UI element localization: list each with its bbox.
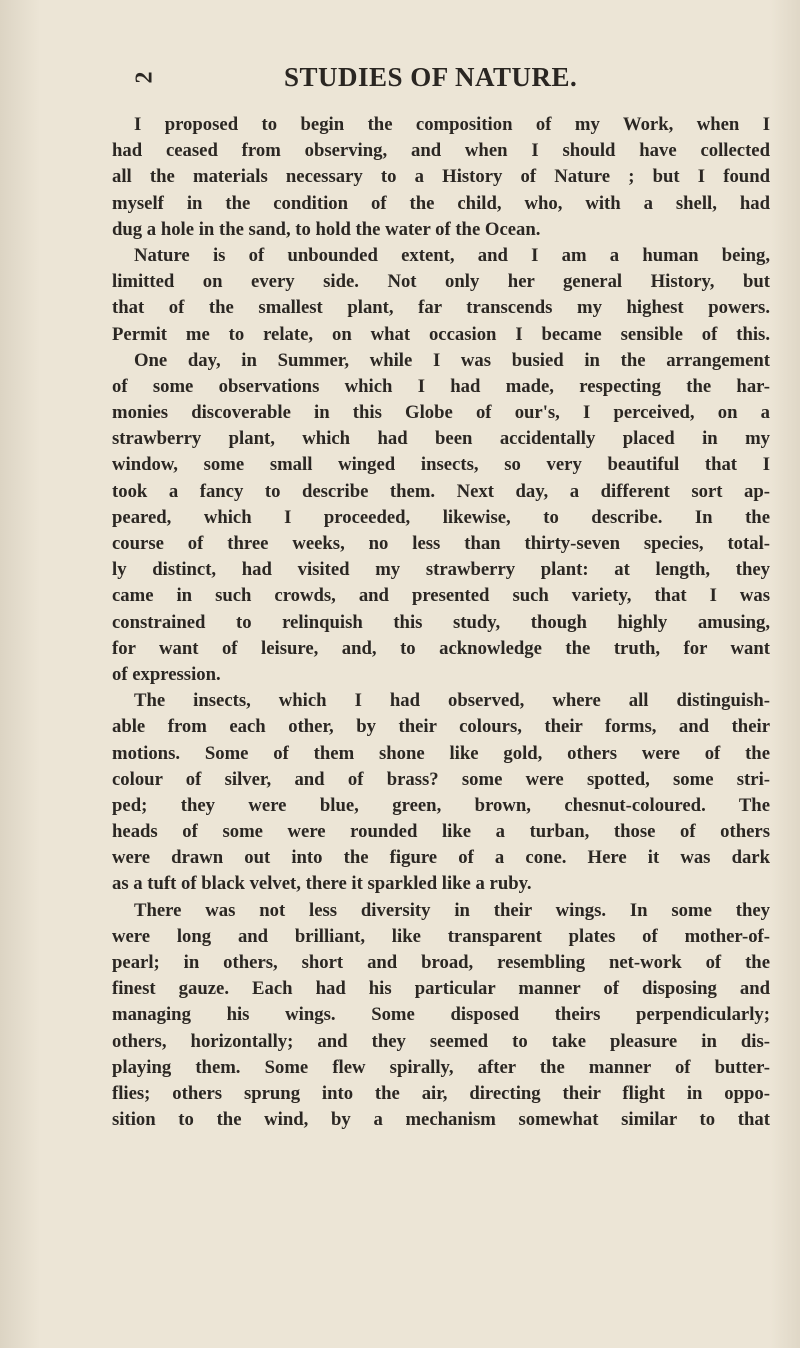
text-line: came in such crowds, and presented such variety, that I was	[112, 585, 770, 607]
text-line: course of three weeks, no less than thirty-seven species, total-	[112, 533, 770, 554]
text-line: ly distinct, had visited my strawberry plant: at length, they	[112, 559, 770, 581]
text-line: managing his wings. Some disposed theirs perpendicularly;	[112, 1004, 770, 1026]
text-line: limitted on every side. Not only her general History, but	[112, 271, 770, 293]
text-line: sition to the wind, by a mechanism somewhat similar to that	[112, 1109, 770, 1131]
paragraph	[112, 688, 770, 898]
text-line: others, horizontally; and they seemed to take pleasure in dis-	[112, 1030, 770, 1052]
text-line: There was not less diversity in their wings. In some they	[134, 899, 770, 921]
text-line: heads of some were rounded like a turban, those of others	[112, 821, 770, 843]
text-line: constrained to relinquish this study, though highly amusing,	[112, 611, 770, 633]
text-line: monies discoverable in this Globe of our's, I perceived, on a	[112, 402, 770, 424]
text-line: myself in the condition of the child, who, with a shell, had	[112, 192, 770, 214]
text-line: Permit me to relate, on what occasion I became sensible of this.	[112, 323, 770, 345]
text-line: Nature is of unbounded extent, and I am a human being,	[134, 244, 770, 266]
text-line: for want of leisure, and, to acknowledge the truth, for want	[112, 637, 770, 659]
text-line: peared, which I proceeded, likewise, to describe. In the	[112, 506, 770, 528]
paragraph	[112, 898, 770, 1134]
text-line: dug a hole in the sand, to hold the water of the Ocean.	[112, 218, 541, 240]
text-line: strawberry plant, which had been accidentally placed in my	[112, 428, 770, 450]
running-head: STUDIES OF NATURE.	[284, 62, 578, 92]
text-line: motions. Some of them shone like gold, others were of the	[112, 742, 770, 764]
body-text	[112, 112, 770, 1133]
paragraph	[112, 348, 770, 688]
page-header	[131, 62, 776, 102]
text-line: ped; they were blue, green, brown, chesnut-coloured. The	[112, 794, 770, 816]
text-line: One day, in Summer, while I was busied in the arrangement	[134, 349, 770, 371]
paragraph	[112, 243, 770, 348]
paragraph	[112, 112, 770, 243]
text-line: pearl; in others, short and broad, resembling net-work of the	[112, 952, 770, 973]
text-line: were drawn out into the figure of a cone. Here it was dark	[112, 847, 770, 869]
text-line: able from each other, by their colours, their forms, and their	[112, 716, 770, 738]
text-line: were long and brilliant, like transparent plates of mother-of-	[112, 925, 770, 947]
text-line: that of the smallest plant, far transcends my highest powers.	[112, 297, 770, 319]
text-line: of expression.	[112, 663, 221, 685]
text-line: colour of silver, and of brass? some were spotted, some stri-	[112, 768, 770, 790]
page-number: 2	[131, 71, 158, 84]
text-line: The insects, which I had observed, where all distinguish-	[134, 690, 770, 712]
text-line: all the materials necessary to a History of Nature ; but I found	[112, 166, 770, 188]
text-line: I proposed to begin the composition of my Work, when I	[134, 114, 770, 135]
text-line: playing them. Some flew spirally, after the manner of butter-	[112, 1056, 770, 1078]
text-line: had ceased from observing, and when I should have collected	[112, 140, 770, 162]
text-line: window, some small winged insects, so very beautiful that I	[112, 454, 770, 476]
text-line: finest gauze. Each had his particular manner of disposing and	[112, 978, 770, 1000]
text-line: as a tuft of black velvet, there it sparkled like a ruby.	[112, 873, 532, 895]
text-line: flies; others sprung into the air, directing their flight in oppo-	[112, 1082, 770, 1104]
text-line: took a fancy to describe them. Next day, a different sort ap-	[112, 480, 770, 502]
text-line: of some observations which I had made, respecting the har-	[112, 375, 770, 397]
